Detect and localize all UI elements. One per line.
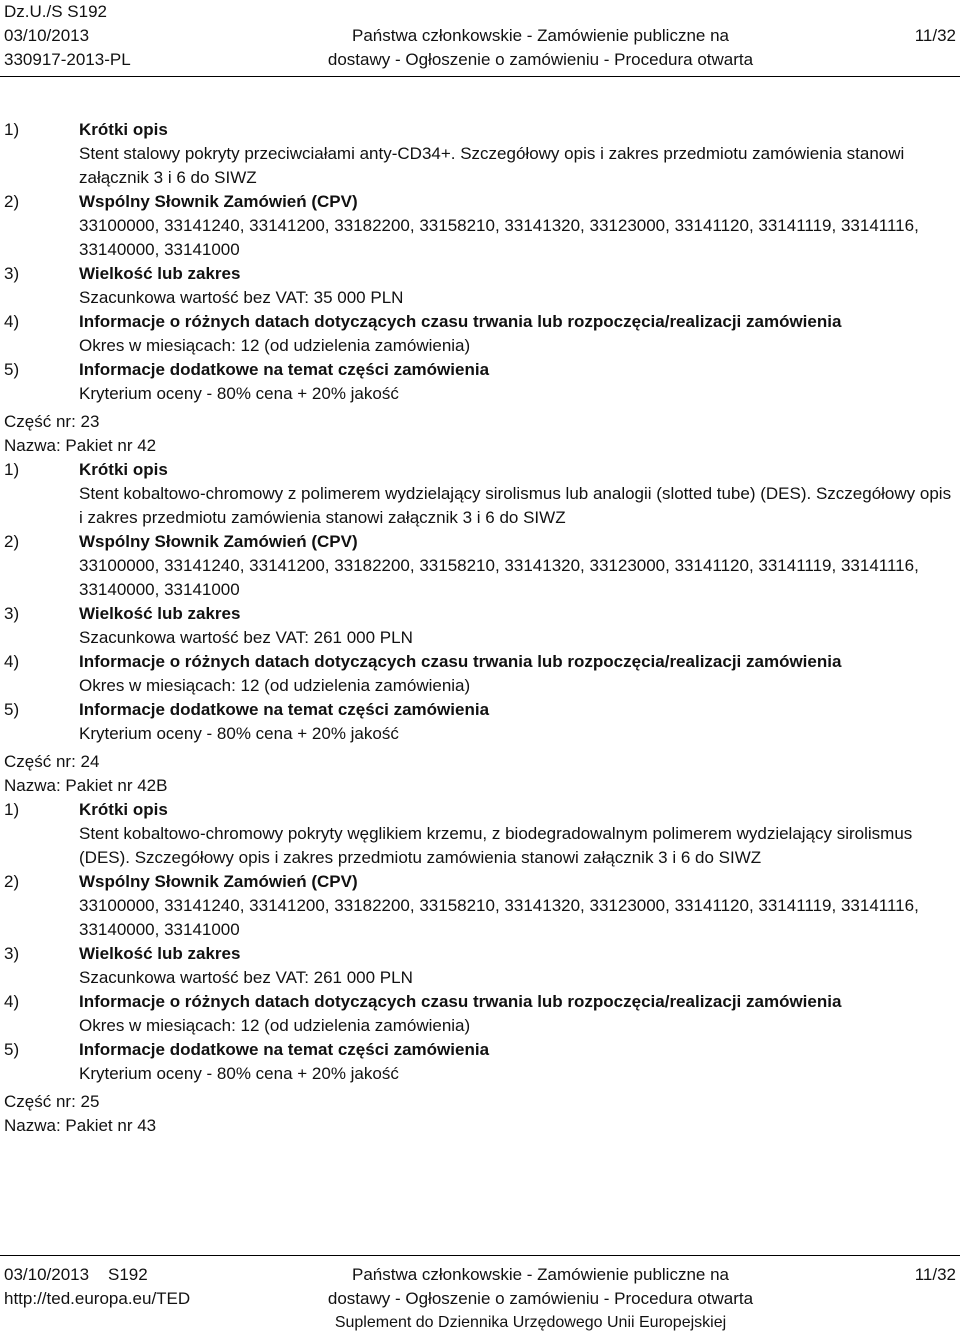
section-additional-info — [4, 698, 956, 722]
footer-page-number: 11/32 — [914, 1265, 956, 1284]
section-title: Informacje dodatkowe na temat części zamówienia — [79, 700, 490, 719]
part-name: Nazwa: Pakiet nr 42 — [4, 436, 157, 455]
section-number: 2) — [4, 872, 20, 891]
part-number: Część nr: 23 — [4, 412, 100, 431]
header-divider — [0, 76, 960, 77]
section-title: Informacje o różnych datach dotyczących czasu trwania lub rozpoczęcia/realizacji zamówienia — [79, 992, 842, 1011]
part-number: Część nr: 25 — [4, 1092, 100, 1111]
section-title: Wspólny Słownik Zamówień (CPV) — [79, 872, 358, 891]
section-title: Krótki opis — [79, 120, 168, 139]
section-number: 3) — [4, 264, 20, 283]
section-number: 4) — [4, 992, 20, 1011]
section-value: 33100000, 33141240, 33141200, 33182200, 33158210, 33141320, 33123000, 33141120, 33141119, 33141116, 33140000, 33141000 — [79, 556, 919, 599]
page-header — [0, 0, 960, 78]
part-24 — [4, 750, 956, 1086]
section-number: 1) — [4, 800, 20, 819]
section-title: Informacje o różnych datach dotyczących czasu trwania lub rozpoczęcia/realizacji zamówienia — [79, 652, 842, 671]
header-center — [0, 24, 960, 72]
part-name: Nazwa: Pakiet nr 43 — [4, 1116, 157, 1135]
footer-title-line1: Państwa członkowskie - Zamówienie publiczne na — [351, 1265, 729, 1284]
page-content — [4, 118, 956, 1138]
section-value: Okres w miesiącach: 12 (od udzielenia zamówienia) — [79, 676, 471, 695]
section-number: 1) — [4, 120, 20, 139]
section-title: Informacje dodatkowe na temat części zamówienia — [79, 360, 490, 379]
section-short-description — [4, 458, 956, 482]
section-title: Informacje o różnych datach dotyczących czasu trwania lub rozpoczęcia/realizacji zamówienia — [79, 312, 842, 331]
section-quantity — [4, 602, 956, 626]
section-short-description — [4, 118, 956, 142]
section-number: 3) — [4, 944, 20, 963]
section-title: Informacje dodatkowe na temat części zamówienia — [79, 1040, 490, 1059]
section-value: Okres w miesiącach: 12 (od udzielenia zamówienia) — [79, 336, 471, 355]
page-footer — [0, 1255, 960, 1334]
section-value: 33100000, 33141240, 33141200, 33182200, 33158210, 33141320, 33123000, 33141120, 33141119, 33141116, 33140000, 33141000 — [79, 896, 919, 939]
part-name: Nazwa: Pakiet nr 42B — [4, 776, 168, 795]
section-number: 5) — [4, 360, 20, 379]
section-cpv — [4, 530, 956, 554]
header-page-number: 11/32 — [914, 26, 956, 45]
section-dates — [4, 990, 956, 1014]
section-number: 5) — [4, 1040, 20, 1059]
section-title: Wielkość lub zakres — [79, 604, 241, 623]
part-22-continued — [4, 118, 956, 406]
header-notice-id: 330917-2013-PL — [4, 50, 131, 69]
footer-title-line2: dostawy - Ogłoszenie o zamówieniu - Procedura otwarta — [327, 1289, 754, 1308]
section-title: Krótki opis — [79, 800, 168, 819]
section-title: Wielkość lub zakres — [79, 264, 241, 283]
section-value: Szacunkowa wartość bez VAT: 261 000 PLN — [79, 968, 413, 987]
footer-divider — [0, 1255, 960, 1256]
part-23 — [4, 410, 956, 746]
section-dates — [4, 310, 956, 334]
header-title-line2: dostawy - Ogłoszenie o zamówieniu - Procedura otwarta — [327, 50, 754, 69]
section-value: Stent stalowy pokryty przeciwciałami anty-CD34+. Szczegółowy opis i zakres przedmiotu zamówienia stanowi załącznik 3 i 6 do SIWZ — [79, 144, 905, 187]
section-number: 2) — [4, 532, 20, 551]
section-value: Szacunkowa wartość bez VAT: 261 000 PLN — [79, 628, 413, 647]
section-value: Stent kobaltowo-chromowy pokryty węglikiem krzemu, z biodegradowalnym polimerem wydzielający sirolismus (DES). Szczegółowy opis i zakres przedmiotu zamówienia stanowi załącznik 3 i 6 do SIWZ — [79, 824, 913, 867]
footer-supplement: Suplement do Dziennika Urzędowego Unii Europejskiej — [334, 1314, 727, 1331]
section-title: Krótki opis — [79, 460, 168, 479]
section-number: 5) — [4, 700, 20, 719]
section-value: Kryterium oceny - 80% cena + 20% jakość — [79, 724, 399, 743]
section-title: Wspólny Słownik Zamówień (CPV) — [79, 532, 358, 551]
section-number: 3) — [4, 604, 20, 623]
section-quantity — [4, 262, 956, 286]
section-title: Wielkość lub zakres — [79, 944, 241, 963]
section-number: 1) — [4, 460, 20, 479]
section-value: Stent kobaltowo-chromowy z polimerem wydzielający sirolismus lub analogii (slotted tube) (DES). Szczegółowy opis i zakres przedmiotu zamówienia stanowi załącznik 3 i 6 do SIWZ — [79, 484, 952, 527]
section-cpv — [4, 190, 956, 214]
section-title: Wspólny Słownik Zamówień (CPV) — [79, 192, 358, 211]
part-25 — [4, 1090, 956, 1138]
section-short-description — [4, 798, 956, 822]
part-number: Część nr: 24 — [4, 752, 100, 771]
section-value: Kryterium oceny - 80% cena + 20% jakość — [79, 384, 399, 403]
footer-url-link[interactable]: http://ted.europa.eu/TED — [4, 1289, 191, 1308]
section-quantity — [4, 942, 956, 966]
section-additional-info — [4, 358, 956, 382]
section-value: 33100000, 33141240, 33141200, 33182200, 33158210, 33141320, 33123000, 33141120, 33141119, 33141116, 33140000, 33141000 — [79, 216, 919, 259]
section-additional-info — [4, 1038, 956, 1062]
section-value: Okres w miesiącach: 12 (od udzielenia zamówienia) — [79, 1016, 471, 1035]
section-value: Szacunkowa wartość bez VAT: 35 000 PLN — [79, 288, 404, 307]
section-dates — [4, 650, 956, 674]
section-value: Kryterium oceny - 80% cena + 20% jakość — [79, 1064, 399, 1083]
section-number: 4) — [4, 312, 20, 331]
section-number: 4) — [4, 652, 20, 671]
header-date: 03/10/2013 — [4, 26, 90, 45]
footer-date-issue: 03/10/2013 S192 — [4, 1265, 148, 1284]
header-journal-ref: Dz.U./S S192 — [4, 2, 107, 21]
section-cpv — [4, 870, 956, 894]
section-number: 2) — [4, 192, 20, 211]
header-title-line1: Państwa członkowskie - Zamówienie publiczne na — [351, 26, 729, 45]
